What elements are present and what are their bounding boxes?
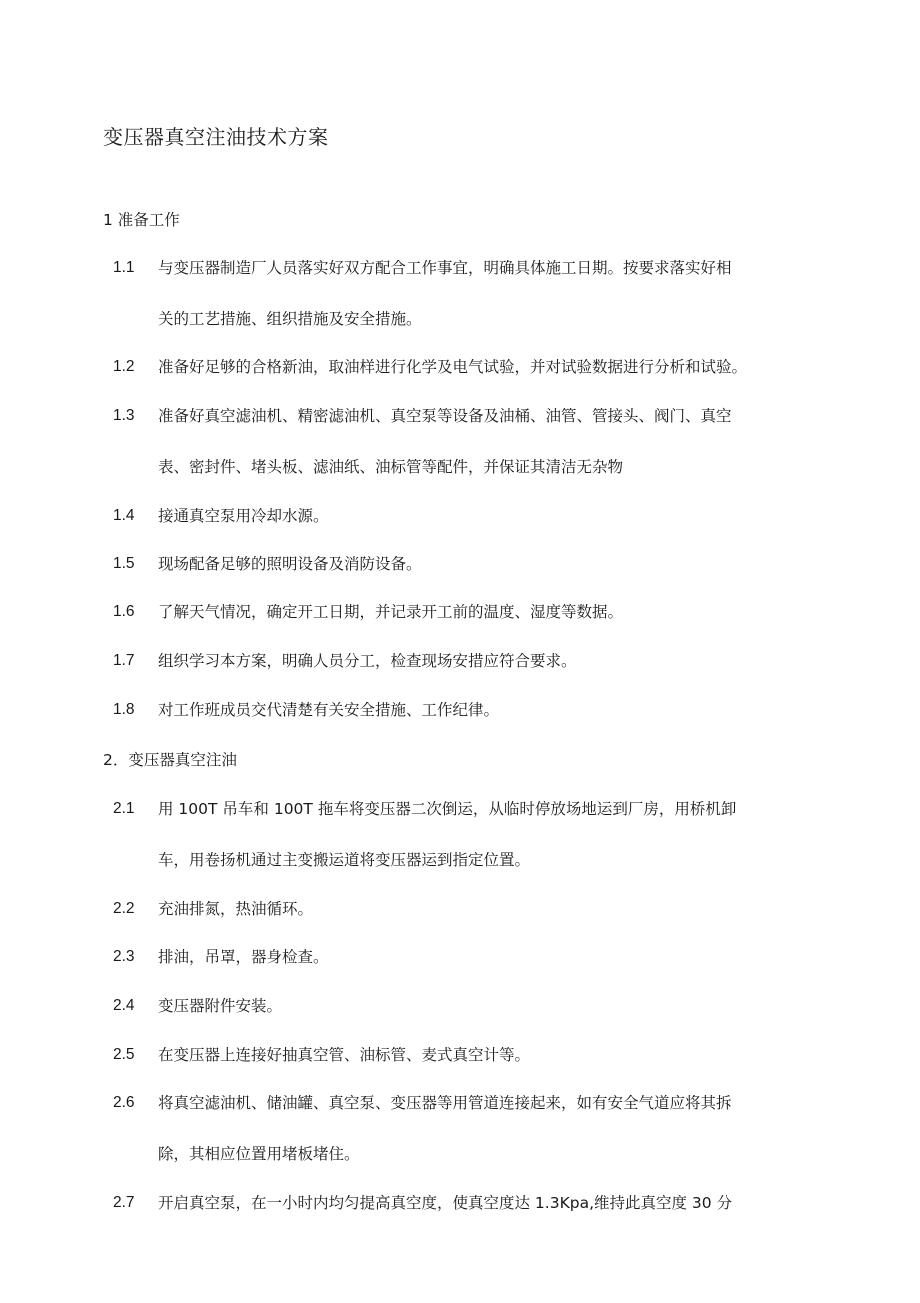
document-title: 变压器真空注油技术方案	[103, 125, 329, 149]
item-text: 现场配备足够的照明设备及消防设备。	[158, 555, 422, 573]
item-number: 2.1	[113, 800, 135, 817]
item-text: 准备好足够的合格新油，取油样进行化学及电气试验，并对试验数据进行分析和试验。	[158, 358, 748, 376]
item-number: 1.1	[113, 259, 135, 276]
item-text-continued: 车，用卷扬机通过主变搬运道将变压器运到指定位置。	[158, 851, 531, 869]
item-text: 开启真空泵，在一小时内均匀提高真空度，使真空度达 1.3Kpa,维持此真空度 30 分	[158, 1194, 733, 1212]
item-number: 1.5	[113, 555, 135, 572]
item-text: 用 100T 吊车和 100T 拖车将变压器二次倒运，从临时停放场地运到厂房，用桥机卸	[158, 800, 737, 818]
section-heading-2: 2．变压器真空注油	[103, 751, 237, 769]
item-text: 将真空滤油机、储油罐、真空泵、变压器等用管道连接起来，如有安全气道应将其拆	[158, 1094, 732, 1112]
item-text: 了解天气情况，确定开工日期，并记录开工前的温度、湿度等数据。	[158, 603, 624, 621]
item-number: 2.3	[113, 948, 135, 965]
item-number: 1.4	[113, 507, 135, 524]
item-number: 1.8	[113, 701, 135, 718]
item-text: 与变压器制造厂人员落实好双方配合工作事宜，明确具体施工日期。按要求落实好相	[158, 259, 732, 277]
item-number: 2.5	[113, 1046, 135, 1063]
item-text: 排油，吊罩，器身检查。	[158, 948, 329, 966]
item-text-continued: 除，其相应位置用堵板堵住。	[158, 1145, 360, 1163]
item-number: 2.4	[113, 997, 135, 1014]
section-heading-1: 1 准备工作	[103, 211, 180, 229]
item-text: 充油排氮，热油循环。	[158, 900, 314, 918]
item-number: 2.6	[113, 1094, 135, 1111]
item-number: 2.2	[113, 900, 135, 917]
item-number: 2.7	[113, 1194, 135, 1211]
item-text-continued: 关的工艺措施、组织措施及安全措施。	[158, 310, 422, 328]
item-text: 对工作班成员交代清楚有关安全措施、工作纪律。	[158, 701, 500, 719]
item-number: 1.3	[113, 407, 135, 424]
item-text: 准备好真空滤油机、精密滤油机、真空泵等设备及油桶、油管、管接头、阀门、真空	[158, 407, 732, 425]
item-text: 在变压器上连接好抽真空管、油标管、麦式真空计等。	[158, 1046, 531, 1064]
item-number: 1.2	[113, 358, 135, 375]
item-text: 接通真空泵用冷却水源。	[158, 507, 329, 525]
item-number: 1.7	[113, 652, 135, 669]
item-text-continued: 表、密封件、堵头板、滤油纸、油标管等配件，并保证其清洁无杂物	[158, 458, 624, 476]
item-text: 变压器附件安装。	[158, 997, 283, 1015]
item-number: 1.6	[113, 603, 135, 620]
item-text: 组织学习本方案，明确人员分工，检查现场安措应符合要求。	[158, 652, 577, 670]
